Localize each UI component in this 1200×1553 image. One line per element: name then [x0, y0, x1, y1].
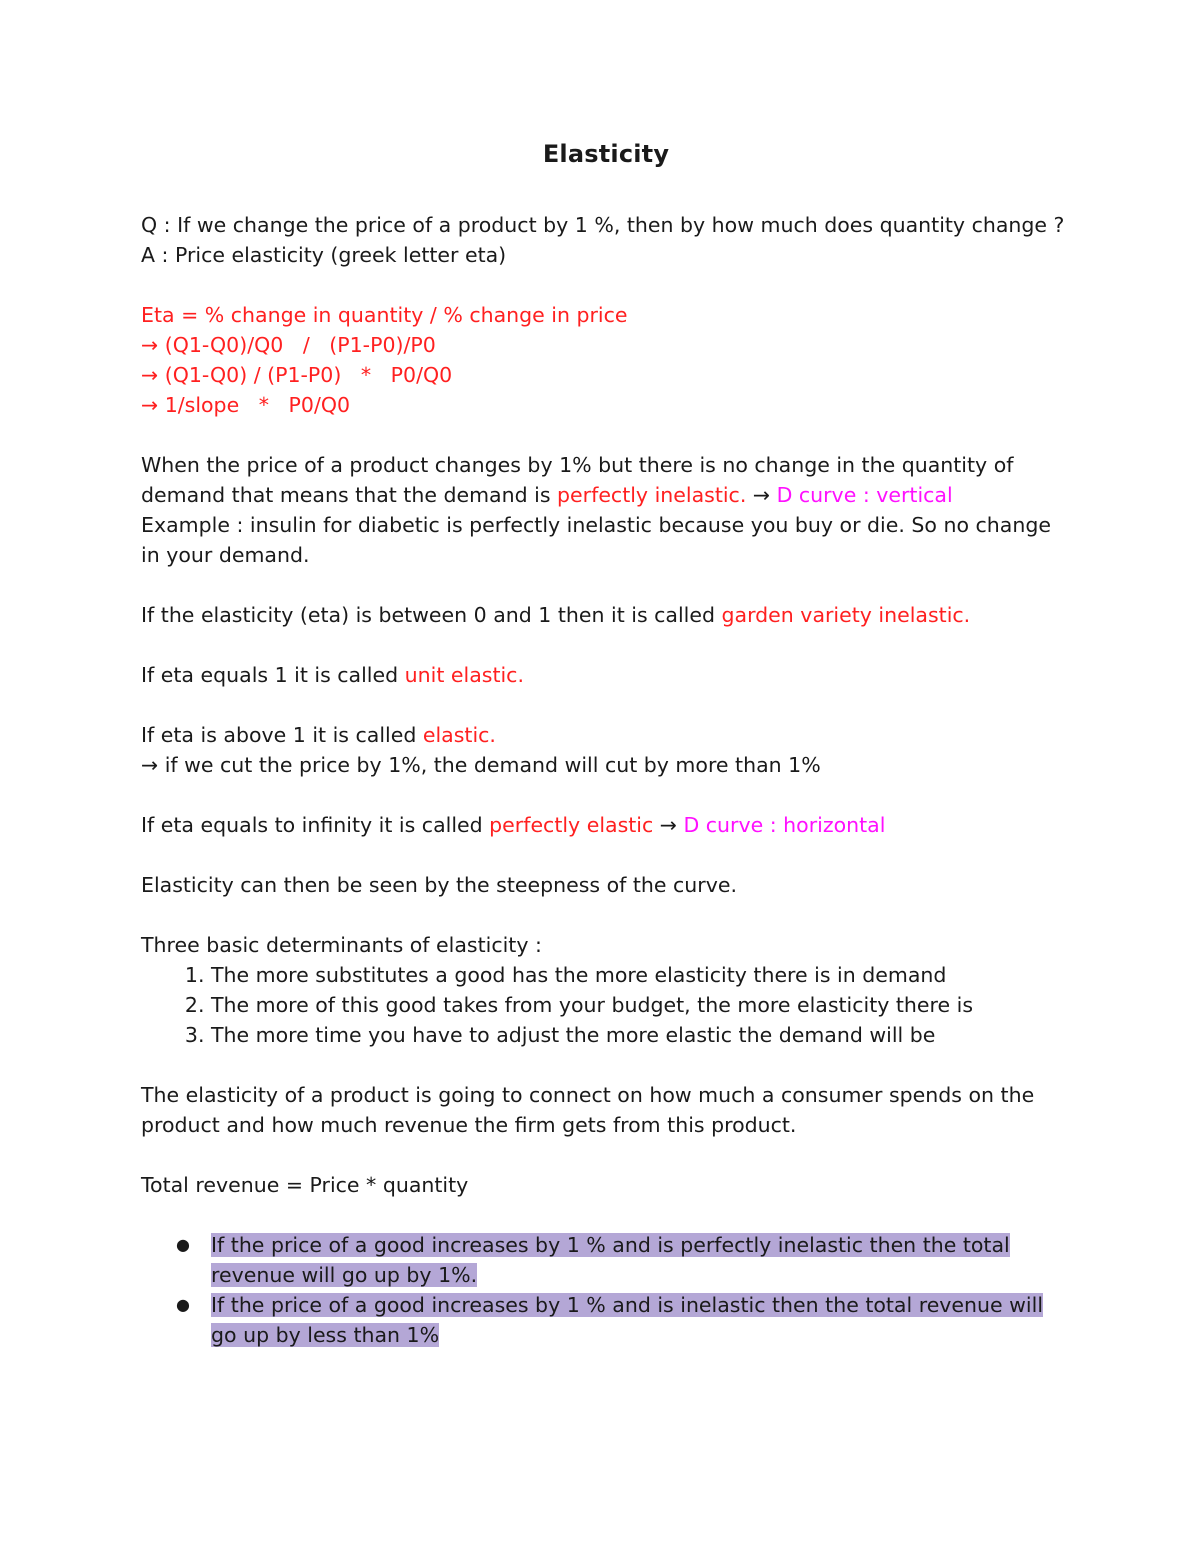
revenue-bullets: [141, 1230, 1071, 1350]
perfectly-elastic-term: perfectly elastic: [489, 813, 654, 837]
formula-line-2: → (Q1-Q0)/Q0 / (P1-P0)/P0: [141, 333, 436, 357]
list-item: [176, 1290, 1071, 1350]
elastic-text: If eta is above 1 it is called: [141, 723, 423, 747]
document-page: [141, 140, 1071, 1350]
determinants-heading: Three basic determinants of elasticity :: [141, 933, 542, 957]
unit-elastic-term: unit elastic.: [404, 663, 524, 687]
answer-text: A : Price elasticity (greek letter eta): [141, 243, 507, 267]
revenue-intro: The elasticity of a product is going to connect on how much a consumer spends on the product and how much revenue the firm gets from this product.: [141, 1083, 1035, 1137]
perfectly-elastic-text: If eta equals to infinity it is called: [141, 813, 490, 837]
formula-line-1: Eta = % change in quantity / % change in price: [141, 303, 628, 327]
garden-variety-paragraph: [141, 600, 1071, 630]
unit-elastic-paragraph: [141, 660, 1071, 690]
formula-line-4: → 1/slope * P0/Q0: [141, 393, 351, 417]
elastic-paragraph: [141, 720, 1071, 750]
perfectly-inelastic-paragraph: [141, 450, 1071, 510]
list-item: [176, 1230, 1071, 1290]
horizontal-curve-label: D curve : horizontal: [683, 813, 886, 837]
determinants-list: [141, 960, 1071, 1050]
elastic-term: elastic.: [422, 723, 496, 747]
vertical-curve-label: D curve : vertical: [776, 483, 953, 507]
perfectly-elastic-paragraph: [141, 810, 1071, 840]
arrow: →: [746, 483, 777, 507]
arrow: →: [653, 813, 684, 837]
perfectly-inelastic-term: perfectly inelastic.: [557, 483, 747, 507]
elastic-note: → if we cut the price by 1%, the demand will cut by more than 1%: [141, 753, 821, 777]
total-revenue-formula: Total revenue = Price * quantity: [141, 1173, 469, 1197]
steepness-text: Elasticity can then be seen by the steepness of the curve.: [141, 873, 737, 897]
list-item: 1. The more substitutes a good has the more elasticity there is in demand: [211, 960, 1071, 990]
list-item: 3. The more time you have to adjust the more elastic the demand will be: [211, 1020, 1071, 1050]
highlighted-text: If the price of a good increases by 1 % and is perfectly inelastic then the total revenue will go up by 1%.: [211, 1233, 1010, 1287]
list-item: 2. The more of this good takes from your budget, the more elasticity there is: [211, 990, 1071, 1020]
question-text: Q : If we change the price of a product by 1 %, then by how much does quantity change ?: [141, 213, 1065, 237]
formula-line-3: → (Q1-Q0) / (P1-P0) * P0/Q0: [141, 363, 453, 387]
garden-variety-text: If the elasticity (eta) is between 0 and 1 then it is called: [141, 603, 722, 627]
garden-variety-term: garden variety inelastic.: [721, 603, 971, 627]
document-title: Elasticity: [542, 140, 670, 168]
bullet-icon: ●: [176, 1295, 190, 1314]
highlighted-text: If the price of a good increases by 1 % and is inelastic then the total revenue will go up by less than 1%: [211, 1293, 1044, 1347]
unit-elastic-text: If eta equals 1 it is called: [141, 663, 405, 687]
perfectly-inelastic-text: When the price of a product changes by 1% but there is no change in the quantity of demand that means that the demand is: [141, 453, 1014, 507]
insulin-example: Example : insulin for diabetic is perfectly inelastic because you buy or die. So no change in your demand.: [141, 513, 1051, 567]
bullet-icon: ●: [176, 1235, 190, 1254]
